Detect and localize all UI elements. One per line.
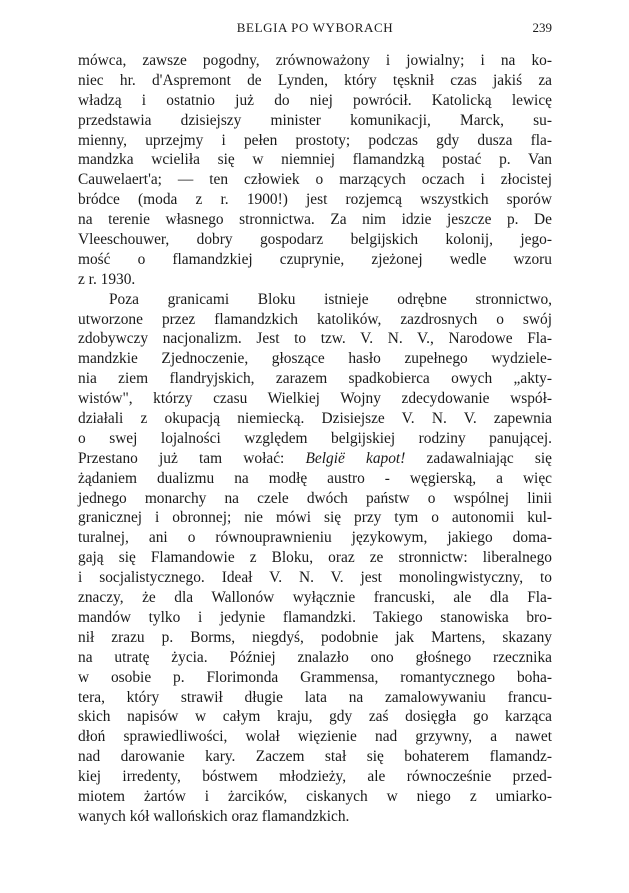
- text-line: miotem żartów i żarcików, ciskanych w niego z umiarko-: [78, 787, 552, 805]
- text-line: Vleeschouwer, dobry gospodarz belgijskich kolonij, jego-: [78, 231, 552, 249]
- text-line: nia ziem flandryjskich, zarazem spadkobierca owych „akty-: [78, 370, 552, 388]
- text-line: mość o flamandzkiej czuprynie, zjeżonej wedle wzoru: [78, 250, 552, 268]
- text-line: na terenie własnego stronnictwa. Za nim idzie jeszcze p. De: [78, 211, 552, 229]
- text-line: działali z okupacją niemiecką. Dzisiejsze V. N. V. zapewnia: [78, 410, 552, 428]
- text-line: nad darowanie kary. Zaczem stał się bohaterem flamandz-: [78, 748, 552, 766]
- text-line: niec hr. d'Aspremont de Lynden, który tęsknił czas jakiś za: [78, 71, 552, 89]
- running-head: [78, 20, 552, 38]
- text-line: mandów tylko i jedynie flamandzki. Takiego stanowiska bro-: [78, 608, 552, 626]
- emphasized-phrase: België kapot!: [305, 449, 406, 467]
- text-line: władzą i ostatnio już do niej powrócił. Katolicką lewicę: [78, 91, 552, 109]
- text-line: przedstawia dzisiejszy minister komunikacji, Marck, su-: [78, 111, 552, 129]
- running-head-title: BELGIA PO WYBORACH: [236, 20, 394, 35]
- text-line: mienny, uprzejmy i pełen prostoty; podczas gdy dusza fla-: [78, 131, 552, 149]
- text-line: tera, który strawił długie lata na zamalowywaniu francu-: [78, 688, 552, 706]
- text-line: granicznej i obronnej; nie mówi się przy tym o autonomii kul-: [78, 509, 552, 527]
- text-line: gają się Flamandowie z Bloku, oraz ze stronnictw: liberalnego: [78, 549, 552, 567]
- text-line: w osobie p. Florimonda Grammensa, romantycznego boha-: [78, 668, 552, 686]
- page-number: 239: [532, 20, 552, 35]
- text-line: wistów", którzy czasu Wielkiej Wojny zdecydowanie współ-: [78, 390, 552, 408]
- text-line: nił zrazu p. Borms, niegdyś, podobnie jak Martens, skazany: [78, 628, 552, 646]
- text-line: mówca, zawsze pogodny, zrównoważony i jowialny; i na ko-: [78, 52, 552, 69]
- text-line: zdobywczy nacjonalizm. Jest to tzw. V. N. V., Narodowe Fla-: [78, 330, 552, 348]
- text-line: mandzkie Zjednoczenie, głoszące hasło zupełnego wydziele-: [78, 350, 552, 368]
- text-line: wanych kół wallońskich oraz flamandzkich.: [78, 807, 350, 825]
- text-line: bródce (moda z r. 1900!) jest rozjemcą wszystkich sporów: [78, 191, 552, 209]
- text-line: Poza granicami Bloku istnieje odrębne stronnictwo,: [109, 290, 552, 308]
- text-line: skich napisów w całym kraju, gdy zaś dosięgła go karząca: [78, 708, 552, 726]
- body-text: [78, 51, 552, 827]
- text-line: z r. 1930.: [78, 270, 136, 288]
- text-line: na utratę życia. Później znalazło ono głośnego rzecznika: [78, 648, 552, 666]
- text-line: dłoń sprawiedliwości, wolał więzienie nad grzywny, a nawet: [78, 728, 552, 746]
- text-line: turalnej, ani o równouprawnieniu językowym, jakiego doma-: [78, 529, 552, 547]
- text-line: znaczy, że dla Wallonów wyłącznie francuski, ale dla Fla-: [78, 589, 552, 607]
- text-line: kiej irredenty, bóstwem młodzieży, ale równocześnie przed-: [78, 768, 552, 786]
- text-line-with-emphasis: Przestano już tam wołać: België kapot! zadawalniając się: [78, 449, 552, 467]
- text-line: mandzka wcieliła się w niemniej flamandzką postać p. Van: [78, 151, 552, 169]
- text-line: i socjalistycznego. Ideał V. N. V. jest monolingwistyczny, to: [78, 569, 552, 587]
- text-line: utworzone przez flamandzkich katolików, zazdrosnych o swój: [78, 310, 552, 328]
- text-line: Cauwelaert'a; — ten człowiek o marzących oczach i złocistej: [78, 171, 552, 189]
- text-line: jednego monarchy na czele dwóch państw o wspólnej linii: [78, 489, 552, 507]
- text-line: żądaniem dualizmu na modłę austro - węgierską, a więc: [78, 469, 552, 487]
- text-line: o swej lojalności względem belgijskiej rodziny panującej.: [78, 429, 552, 447]
